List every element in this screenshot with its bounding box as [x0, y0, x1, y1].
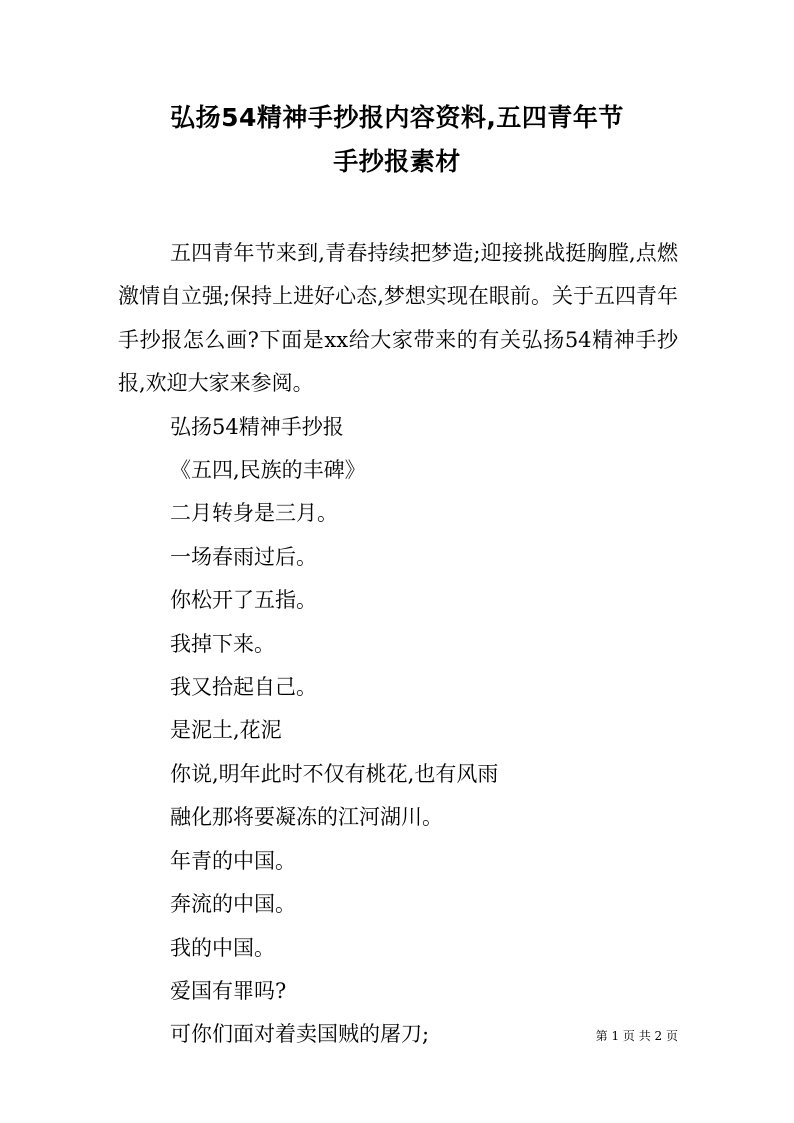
text-line: 二月转身是三月。: [170, 501, 338, 526]
text-line: 融化那将要凝冻的江河湖川。: [170, 805, 443, 830]
text-line: 你松开了五指。: [170, 588, 317, 613]
page-number: 第 1 页 共 2 页: [595, 1029, 678, 1043]
text-line: 你说,明年此时不仅有桃花,也有风雨: [170, 761, 499, 786]
title-line-1: 弘扬54精神手抄报内容资料,五四青年节: [170, 103, 624, 132]
text-line: 是泥土,花泥: [170, 718, 282, 743]
document-body: [118, 232, 678, 1057]
document-title: [112, 96, 682, 184]
text-line: 我的中国。: [170, 935, 275, 960]
text-line: 可你们面对着卖国贼的屠刀;: [170, 1022, 430, 1047]
text-line: 年青的中国。: [170, 848, 296, 873]
text-line: 奔流的中国。: [170, 892, 296, 917]
text-line: 一场春雨过后。: [170, 544, 317, 569]
title-line-2: 手抄报素材: [333, 147, 461, 176]
text-line: 爱国有罪吗?: [170, 978, 287, 1003]
text-line: 弘扬54精神手抄报: [170, 414, 344, 439]
text-line: 《五四,民族的丰碑》: [170, 458, 366, 483]
intro-paragraph: 五四青年节来到,青春持续把梦造;迎接挑战挺胸膛,点燃激情自立强;保持上进好心态,梦想实现在眼前。关于五四青年手抄报怎么画?下面是xx给大家带来的有关弘扬54精神手抄报,欢迎大家来参阅。: [118, 241, 678, 396]
text-line: 我又拾起自己。: [170, 675, 317, 700]
text-line: 我掉下来。: [170, 631, 275, 656]
